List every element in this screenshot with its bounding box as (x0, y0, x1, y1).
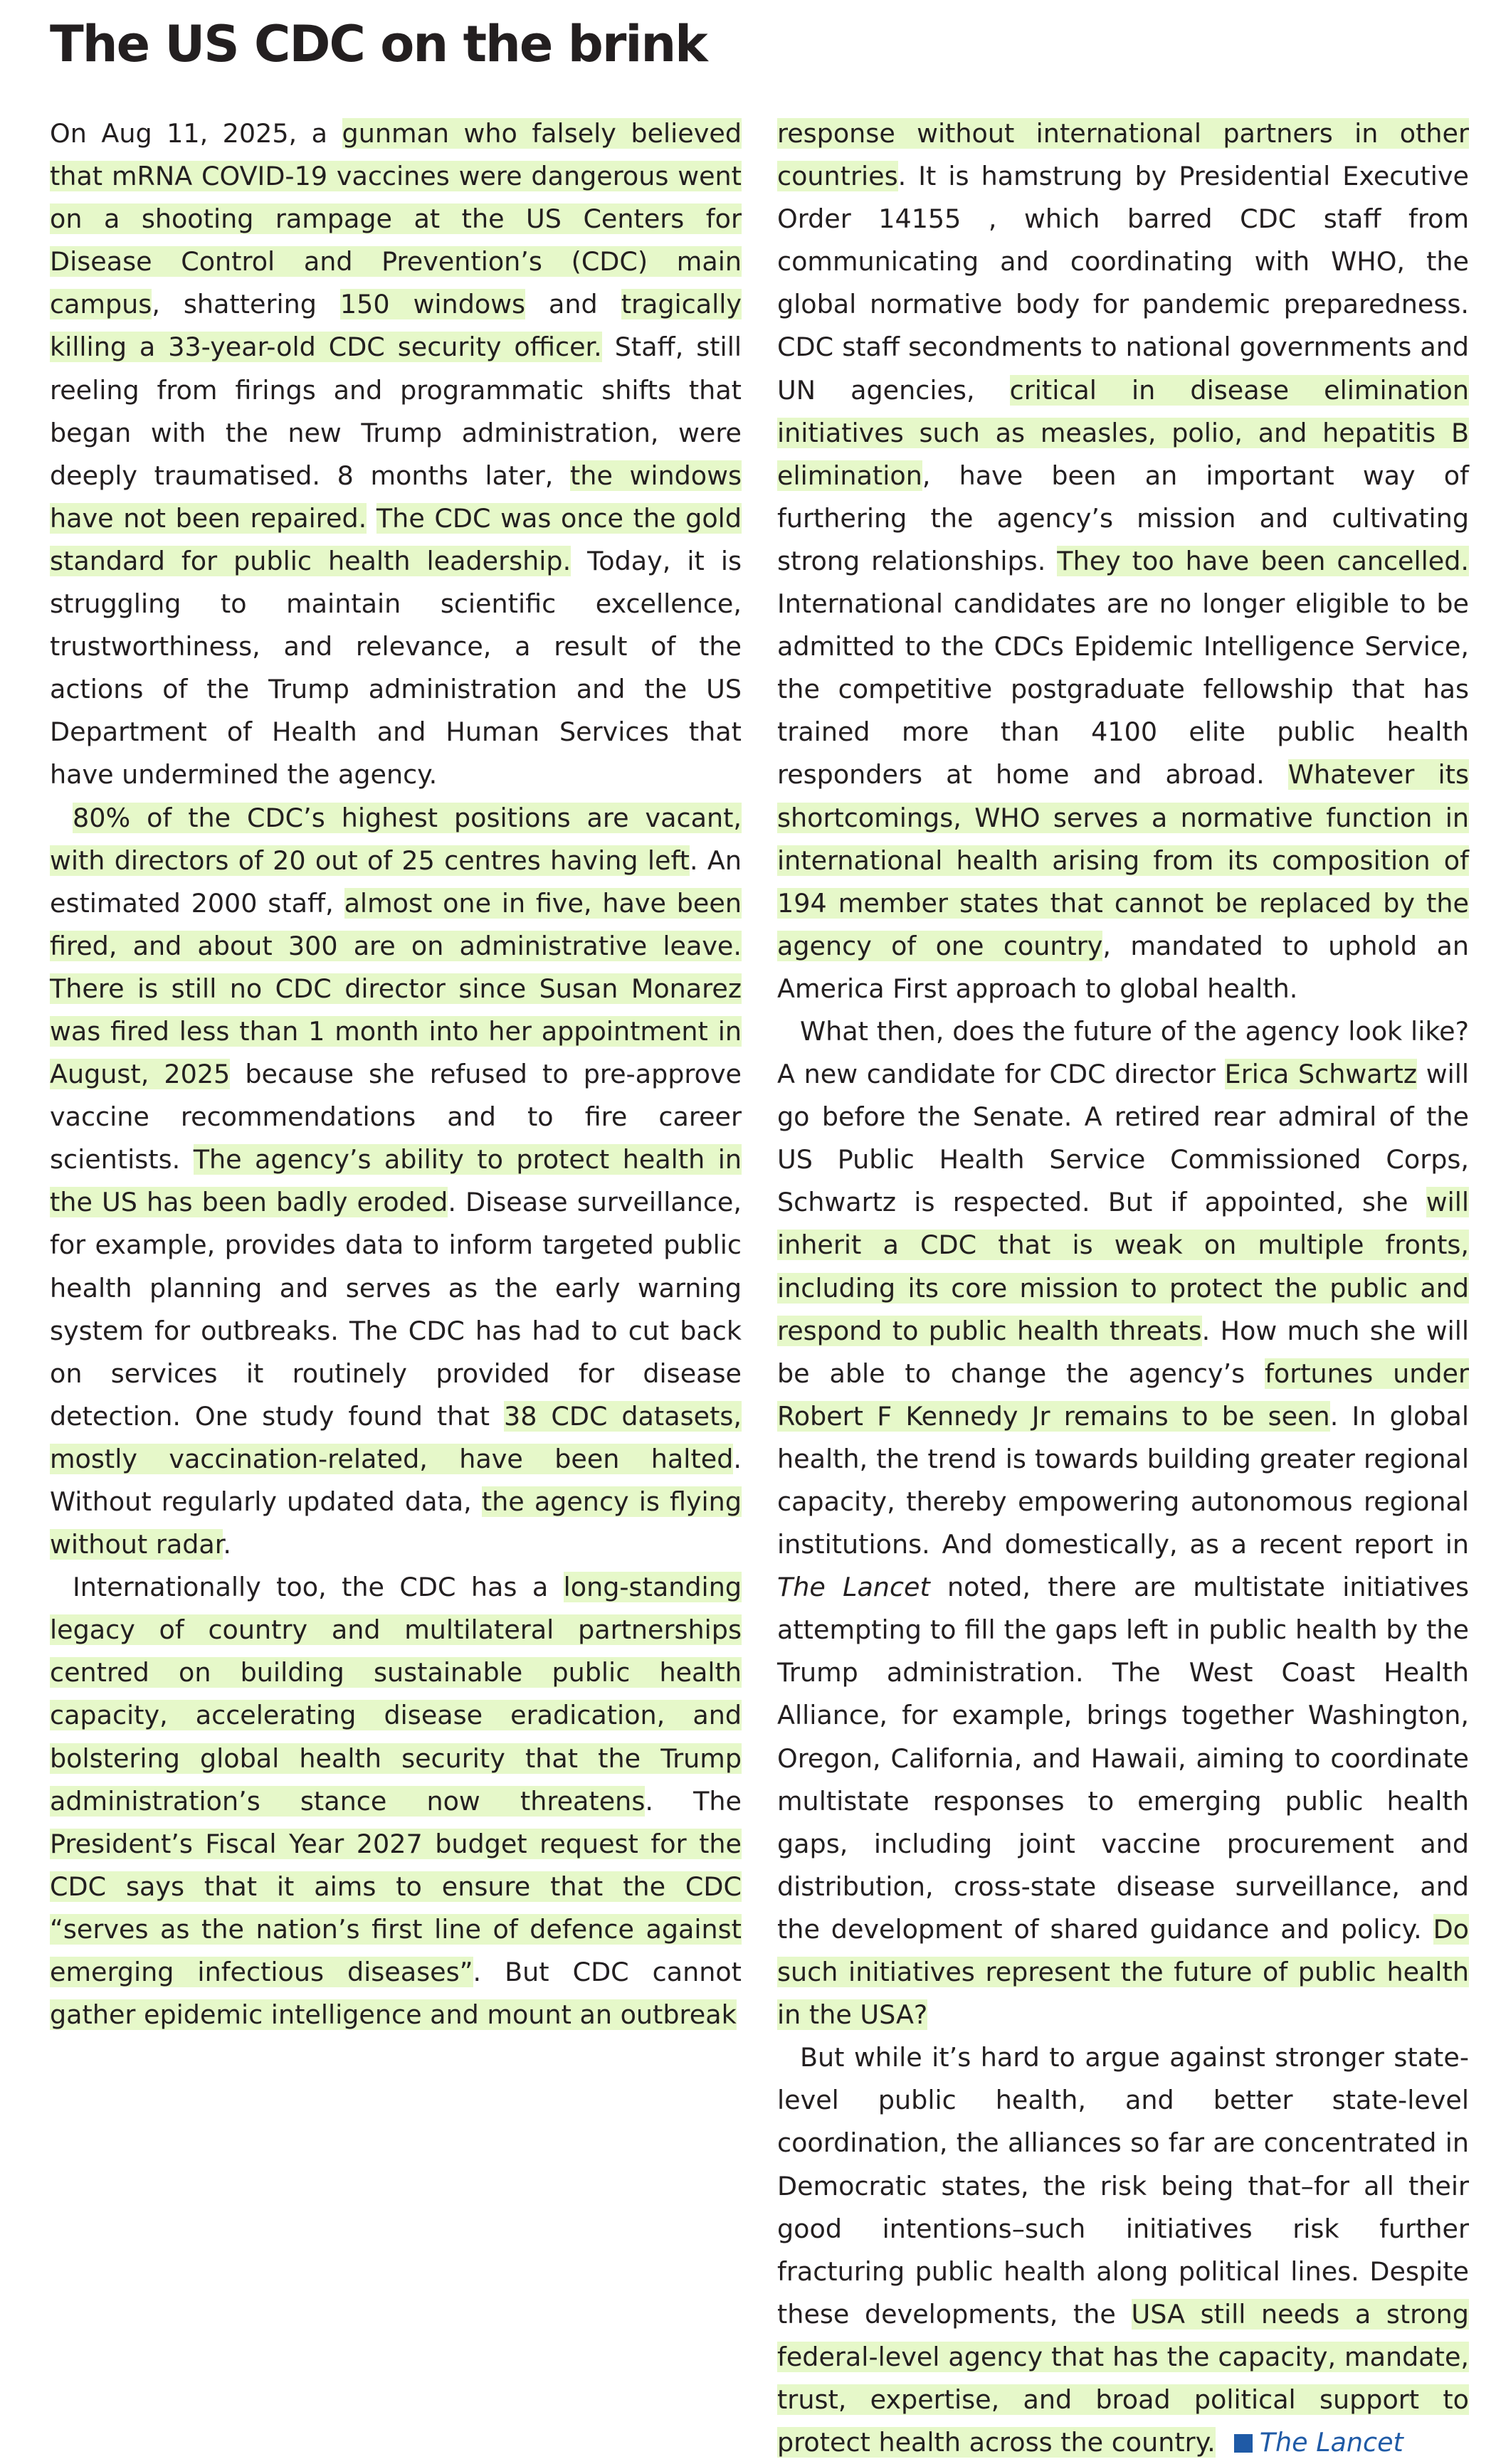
highlight: critical in disease elimination initiatives such as measles, polio, and hepatitis B elimination (777, 374, 1470, 491)
highlight: tragically killing a 33-year-old CDC security officer. (50, 289, 742, 363)
p2-text-3: because she refused to pre-approve vaccine recommendations and to fire career scientists. (50, 1059, 742, 1175)
p3-text-3: . But CDC cannot (473, 1957, 742, 1988)
p4-text-4: . In global health, the trend is towards building greater regional capacity, thereby empowering autonomous regional institutions. And domestically, as a recent report in (777, 1400, 1469, 1560)
highlight: The CDC was once the gold standard for public health leadership. (50, 502, 742, 576)
highlight: the windows have not been repaired. (50, 460, 742, 534)
p3-text-1: Internationally too, the CDC has a (73, 1572, 564, 1603)
highlight: the agency is flying without radar (50, 1486, 742, 1560)
article-title: The US CDC on the brink (50, 15, 707, 73)
highlight: long-standing legacy of country and multilateral partnerships centred on building sustainable public health capacity, accelerating disease eradication, and bolstering global health security that the Trump administration’s stance now threatens (50, 1572, 742, 1817)
p4-text-2: will go before the Senate. A retired rear admiral of the US Public Health Service Commissioned Corps, Schwartz is respected. But if appointed, she (777, 1059, 1469, 1218)
p2-text-1: . An estimated 2000 staff, (50, 845, 742, 919)
highlight: Erica Schwartz (1224, 1059, 1418, 1090)
highlight: gather epidemic intelligence and mount an outbreak (50, 1999, 737, 2031)
p5-text-1: But while it’s hard to argue against stronger state-level public health, and better state-level coordination, the alliances so far are concentrated in Democratic states, the risk being that–for all their good intentions–such initiatives risk further fracturing public health along political lines. Despite these developments, the (777, 2042, 1469, 2330)
p3-text-2: . The (645, 1785, 742, 1817)
highlight: gunman who falsely believed that mRNA COVID-19 vaccines were dangerous went on a shooting rampage at the US Centers for Disease Control and Prevention’s (CDC) main campus (50, 118, 742, 320)
p3-text-4: . It is hamstrung by Presidential Executive Order 14155 , which barred CDC staff from communicating and coordinating with WHO, the global normative body for pandemic preparedness. CDC staff secondments to national governments and UN agencies, (777, 161, 1469, 406)
p1-text-1: On Aug 11, 2025, a (50, 118, 342, 149)
paragraph-5 (777, 2036, 1469, 2464)
highlight: 150 windows (339, 289, 526, 320)
highlight: almost one in five, have been fired, and about 300 are on administrative leave. (50, 887, 742, 961)
p4-text-1: What then, does the future of the agency look like? A new candidate for CDC director (777, 1015, 1469, 1090)
highlight: will inherit a CDC that is weak on multiple fronts, including its core mission to protect the public and respond to public health threats (777, 1187, 1469, 1346)
article-column-right (777, 112, 1469, 2464)
highlight: 38 CDC datasets, mostly vaccination-related, have been halted (50, 1400, 742, 1474)
highlight: There is still no CDC director since Susan Monarez was fired less than 1 month into her appointment in August, 2025 (50, 973, 742, 1090)
p3-text-6: International candidates are no longer eligible to be admitted to the CDCs Epidemic Intelligence Service, the competitive postgraduate fellowship that has trained more than 4100 elite public health responders at home and abroad. (777, 588, 1469, 791)
p1-text-2: , shattering (152, 289, 340, 320)
p4-text-5: noted, there are multistate initiatives attempting to fill the gaps left in public health by the Trump administration. The West Coast Health Alliance, for example, brings together Washington, Oregon, California, and Hawaii, aiming to coordinate multistate responses to emerging public health gaps, including joint vaccine procurement and distribution, cross-state disease surveillance, and the development of shared guidance and policy. (777, 1572, 1469, 1945)
paragraph-3-continued (777, 112, 1469, 1010)
signoff (1216, 2427, 1403, 2458)
highlight-continued: response without international partners in other countries (777, 118, 1469, 192)
p2-text-5: . Without regularly updated data, (50, 1443, 742, 1517)
p3-text-5: , have been an important way of furthering the agency’s mission and cultivating strong relationships. (777, 460, 1469, 576)
journal-name: The Lancet (777, 1572, 930, 1603)
p2-text-4: . Disease surveillance, for example, provides data to inform targeted public health planning and serves as the early warning system for outbreaks. The CDC has had to cut back on services it routinely provided for disease detection. One study found that (50, 1187, 742, 1432)
highlight: President’s Fiscal Year 2027 budget request for the CDC says that it aims to ensure that the CDC “serves as the nation’s first line of defence against emerging infectious diseases” (50, 1828, 742, 1988)
article-column-left (50, 112, 742, 2036)
highlight: Do such initiatives represent the future of public health in the USA? (777, 1913, 1469, 2031)
p1-text-3: and (525, 289, 621, 320)
signoff-square-icon (1234, 2434, 1253, 2453)
paragraph-3 (50, 1566, 742, 2036)
highlight: The agency’s ability to protect health in the US has been badly eroded (50, 1144, 742, 1218)
p4-text-3: . How much she will be able to change the agency’s (777, 1315, 1469, 1389)
p1-text-4: Staff, still reeling from firings and programmatic shifts that began with the new Trump administration, were deeply traumatised. 8 months later, (50, 332, 742, 491)
paragraph-2 (50, 797, 742, 1567)
highlight: fortunes under Robert F Kennedy Jr remains to be seen (777, 1358, 1469, 1432)
highlight: 80% of the CDC’s highest positions are vacant, with directors of 20 out of 25 centres having left (50, 802, 742, 876)
paragraph-4 (777, 1010, 1469, 2036)
highlight: They too have been cancelled. (1057, 545, 1469, 576)
highlight: USA still needs a strong federal-level agency that has the capacity, mandate, trust, expertise, and broad political support to protect health across the country. (777, 2298, 1469, 2458)
p2-text-6: . (223, 1529, 231, 1560)
p3-text-7: , mandated to uphold an America First approach to global health. (777, 930, 1469, 1004)
p1-text-5 (367, 503, 376, 534)
signoff-text: The Lancet (1259, 2427, 1403, 2458)
highlight: Whatever its shortcomings, WHO serves a normative function in international health arising from its composition of 194 member states that cannot be replaced by the agency of one country (777, 759, 1469, 961)
p1-text-6: Today, it is struggling to maintain scientific excellence, trustworthiness, and relevance, a result of the actions of the Trump administration and the US Department of Health and Human Services that have undermined the agency. (50, 545, 742, 791)
paragraph-1 (50, 112, 742, 797)
